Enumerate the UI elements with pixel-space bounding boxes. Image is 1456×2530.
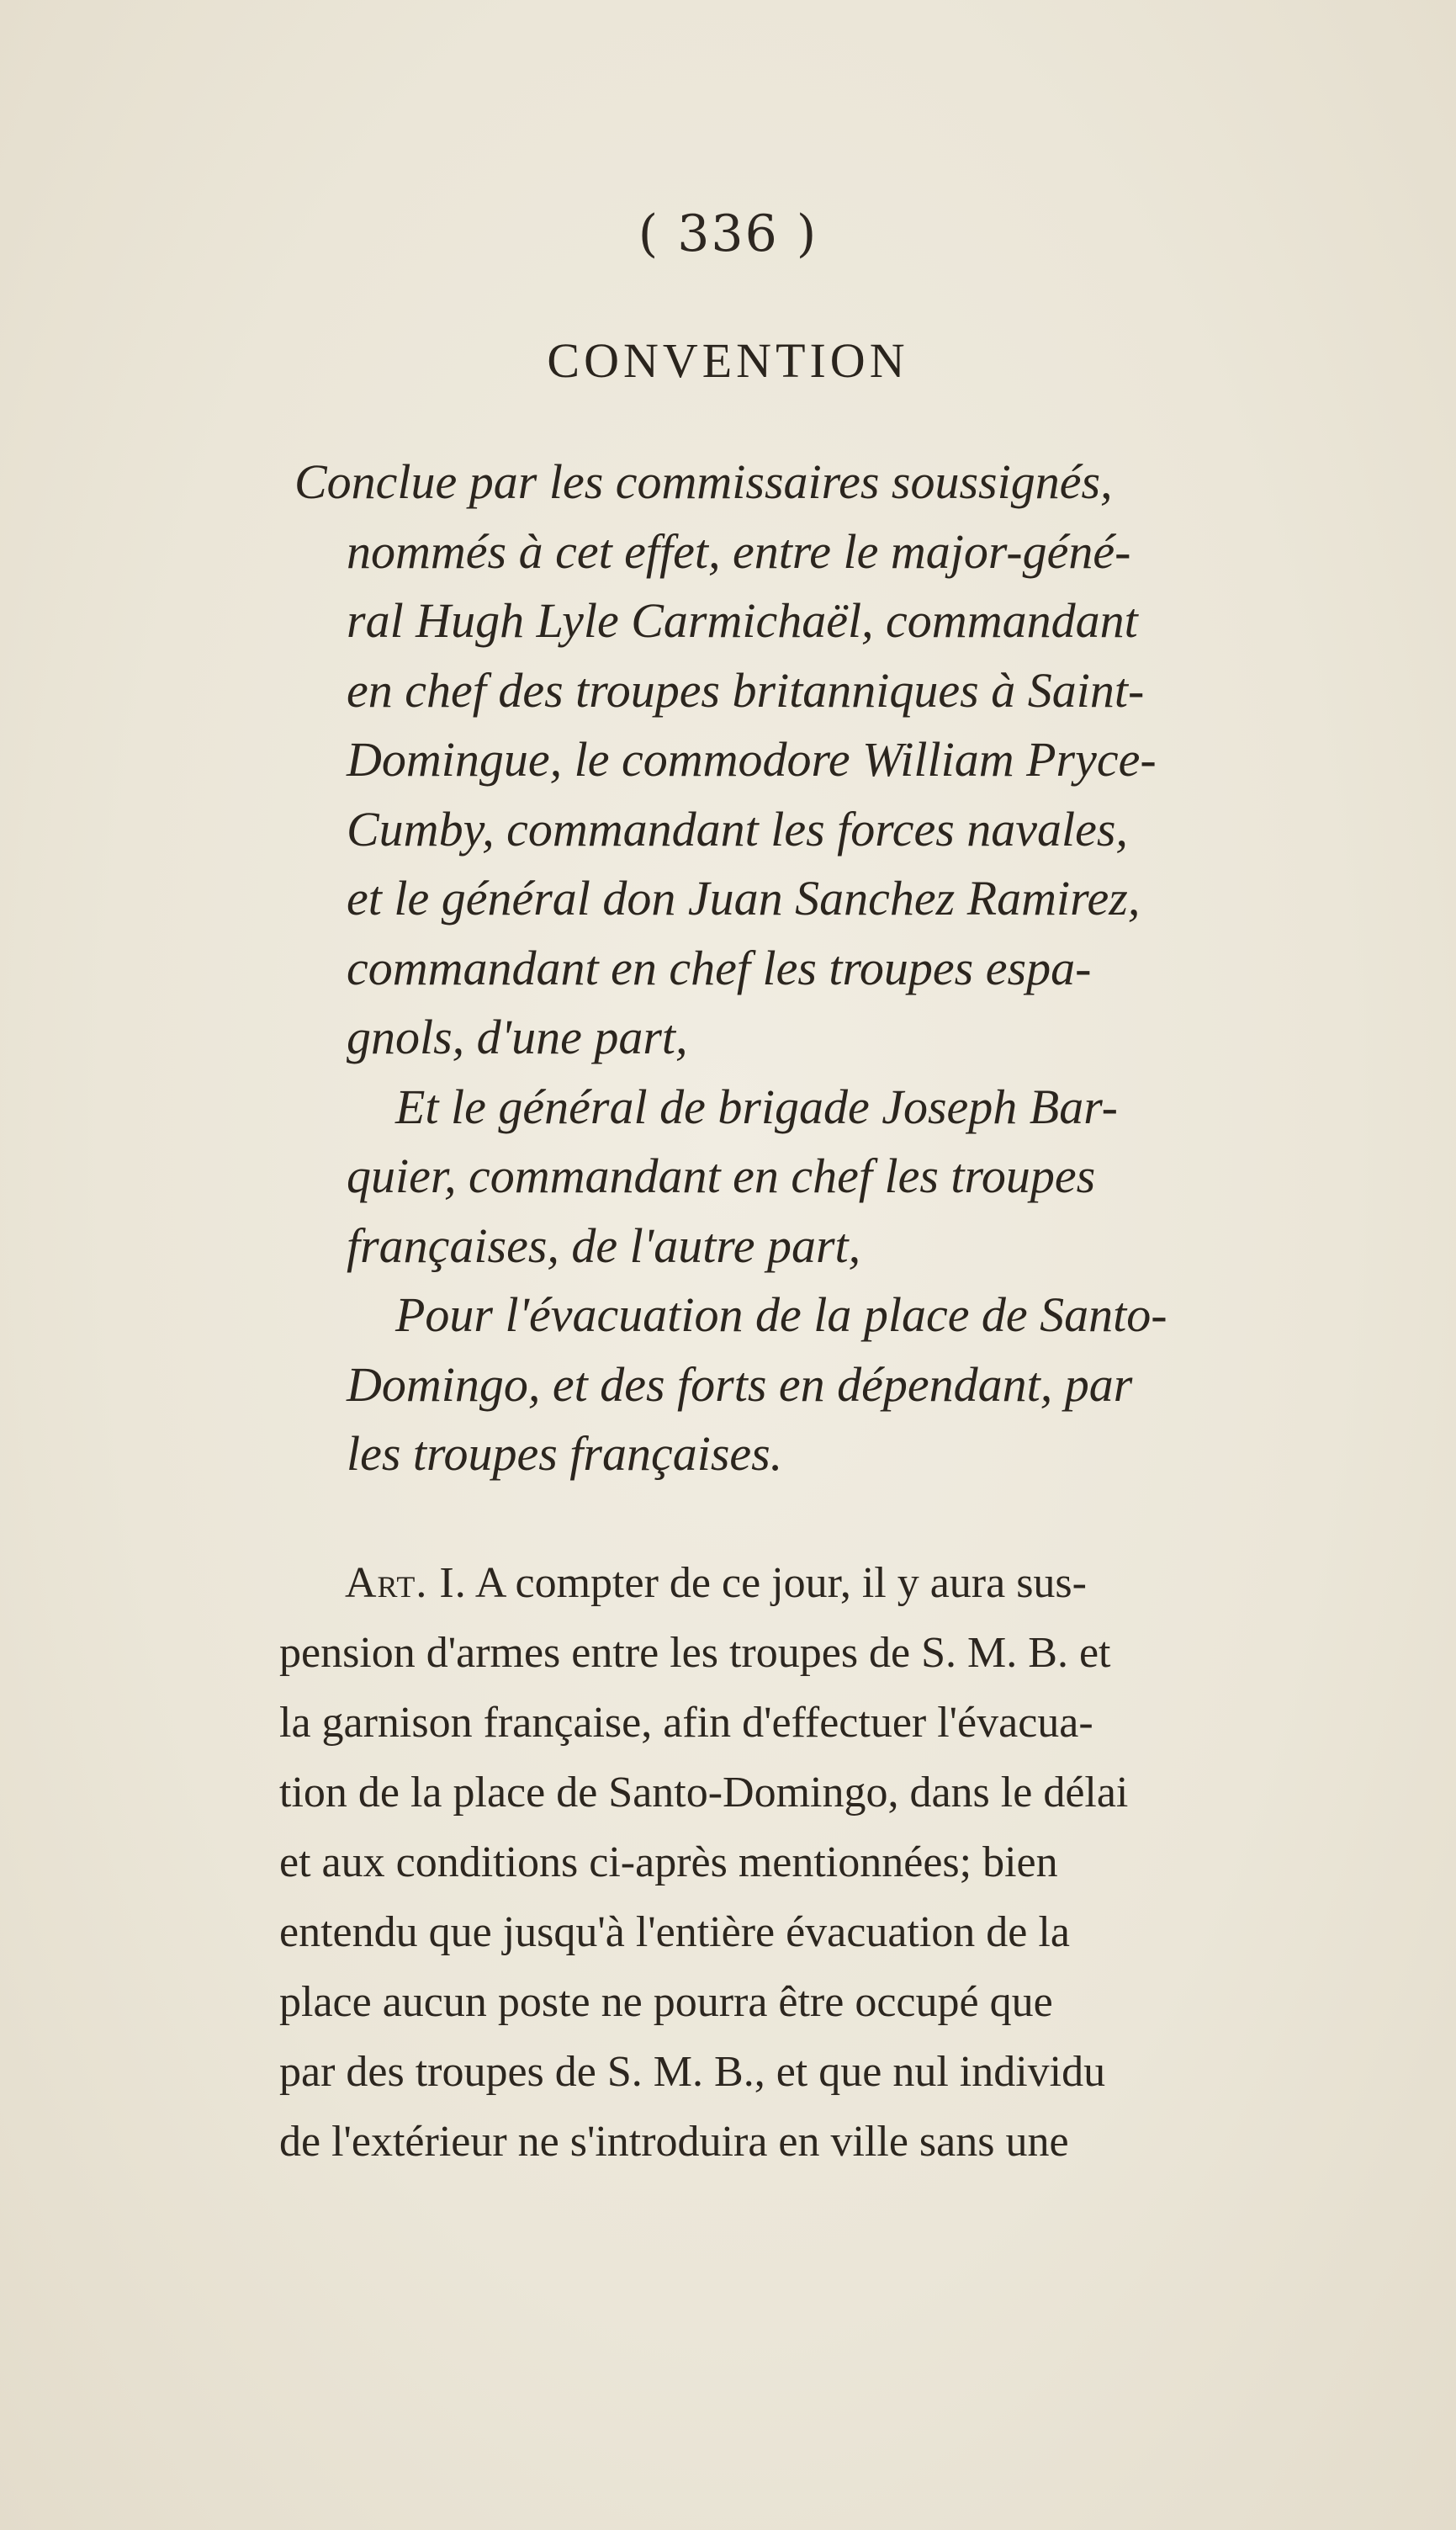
preamble-line: quier, commandant en chef les troupes (347, 1148, 1096, 1203)
article-line: par des troupes de S. M. B., et que nul individu (279, 2048, 1106, 2096)
page-number: ( 336 ) (638, 204, 818, 263)
preamble-line: en chef des troupes britanniques à Saint- (347, 662, 1145, 718)
article-line: tion de la place de Santo-Domingo, dans le délai (279, 1769, 1129, 1817)
article-line: et aux conditions ci-après mentionnées; bien (279, 1838, 1058, 1886)
article-label: Art. I. (345, 1559, 467, 1607)
preamble-line: nommés à cet effet, entre le major-géné- (347, 523, 1131, 579)
article-line (279, 1548, 1322, 1618)
article-line: place aucun poste ne pourra être occupé que (279, 1978, 1053, 2026)
preamble-line: et le général don Juan Sanchez Ramirez, (347, 871, 1141, 926)
preamble-line: Pour l'évacuation de la place de Santo- (395, 1287, 1167, 1342)
preamble-line: Et le général de brigade Joseph Bar- (395, 1079, 1118, 1134)
article-line: de l'extérieur ne s'introduira en ville sans une (279, 2118, 1069, 2166)
preamble-line: Conclue par les commissaires soussignés, (294, 454, 1113, 509)
article-line: entendu que jusqu'à l'entière évacuation de la (279, 1908, 1070, 1956)
preamble-line: françaises, de l'autre part, (347, 1217, 861, 1273)
preamble-line: commandant en chef les troupes espa- (347, 940, 1092, 995)
preamble-line: ral Hugh Lyle Carmichaël, commandant (347, 593, 1138, 648)
preamble-line: gnols, d'une part, (347, 1010, 688, 1064)
preamble-line: Domingue, le commodore William Pryce- (347, 732, 1157, 787)
article-text (279, 1548, 1322, 2177)
article-line: la garnison française, afin d'effectuer l'évacua- (279, 1699, 1093, 1747)
preamble-line: les troupes françaises. (347, 1426, 783, 1481)
preamble-line: Domingo, et des forts en dépendant, par (347, 1356, 1133, 1412)
preamble-line: Cumby, commandant les forces navales, (347, 801, 1128, 857)
convention-preamble (294, 448, 1329, 1489)
article-line-text: A compter de ce jour, il y aura sus- (466, 1559, 1087, 1607)
section-heading: CONVENTION (547, 333, 909, 388)
article-line: pension d'armes entre les troupes de S. M. B. et (279, 1629, 1111, 1677)
